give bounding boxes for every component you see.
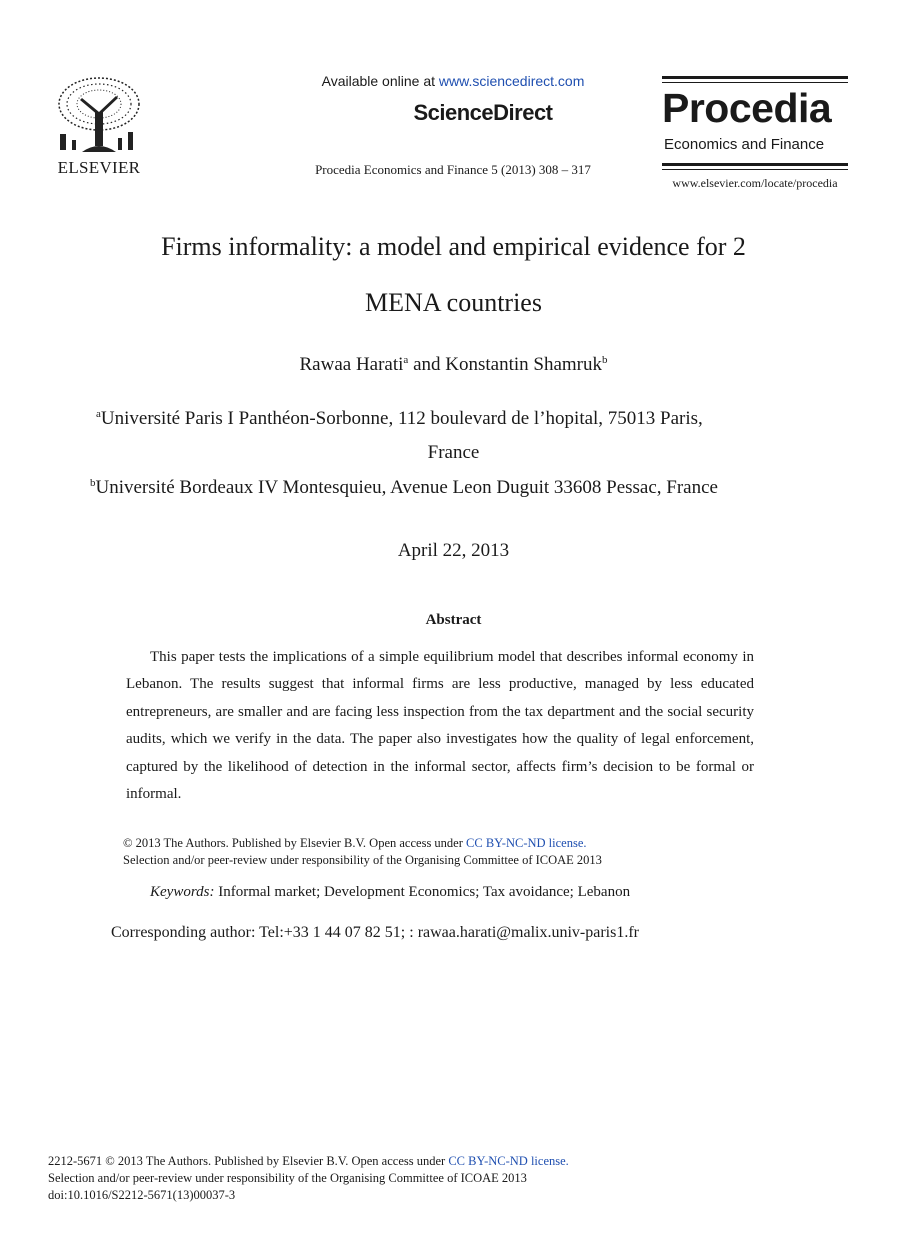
abstract-heading: Abstract: [425, 612, 482, 628]
available-online-line: [180, 73, 726, 89]
peer-review-line: Selection and/or peer-review under responsibility of the Organising Committee of ICOAE 2013: [123, 853, 602, 867]
footer-doi[interactable]: doi:10.1016/S2212-5671(13)00037-3: [48, 1188, 236, 1202]
affiliation-a: [96, 408, 703, 430]
procedia-bottom-rule: [662, 163, 848, 166]
authors-line: [0, 354, 907, 376]
copyright-line: [123, 836, 587, 851]
copyright-text: © 2013 The Authors. Published by Elsevier B.V. Open access under: [123, 836, 467, 850]
license-link[interactable]: CC BY-NC-ND license.: [466, 836, 587, 850]
author-1: Rawaa Harati: [299, 354, 404, 375]
author-2: Konstantin Shamruk: [445, 354, 602, 375]
available-prefix: Available online at: [321, 73, 439, 89]
footer-copyright: [48, 1154, 569, 1169]
abstract-body: This paper tests the implications of a simple equilibrium model that describes informal economy in Lebanon. The results suggest that informal firms are less productive, managed by less educated entrepreneurs, are smaller and are facing less inspection from the tax department and the social security audits, which we verify in the data. The paper also investigates how the quality of legal enforcement, captured by the likelihood of detection in the informal sector, affects firm’s decision to be formal or informal.: [126, 649, 754, 803]
procedia-subtitle: Economics and Finance: [664, 136, 825, 153]
affiliation-a-mark: a: [96, 408, 101, 420]
affiliation-a-continued: France: [427, 442, 480, 463]
procedia-top-rule: [662, 76, 848, 79]
keywords-line: [150, 884, 630, 901]
procedia-bottom-rule-thin: [662, 169, 848, 170]
affiliation-b: [90, 477, 718, 499]
author-joiner: and: [408, 354, 446, 375]
procedia-title: Procedia: [662, 85, 832, 131]
footer-peer-review: Selection and/or peer-review under responsibility of the Organising Committee of ICOAE 2013: [48, 1171, 527, 1185]
footer-license-link[interactable]: CC BY-NC-ND license.: [448, 1154, 569, 1168]
sciencedirect-brand: ScienceDirect: [413, 100, 553, 125]
paper-date: April 22, 2013: [397, 540, 510, 561]
elsevier-wordmark: ELSEVIER: [57, 158, 141, 177]
procedia-url[interactable]: www.elsevier.com/locate/procedia: [672, 176, 838, 190]
sciencedirect-link[interactable]: www.sciencedirect.com: [438, 73, 585, 89]
procedia-top-rule-thin: [662, 82, 848, 83]
journal-reference: Procedia Economics and Finance 5 (2013) 308 – 317: [315, 162, 591, 177]
paper-title-line-2: MENA countries: [365, 288, 542, 317]
footer-copyright-text: 2212-5671 © 2013 The Authors. Published by Elsevier B.V. Open access under: [48, 1154, 449, 1168]
keywords-list: Informal market; Development Economics; Tax avoidance; Lebanon: [214, 884, 631, 900]
affiliation-b-mark: b: [90, 477, 96, 489]
affiliation-a-text: Université Paris I Panthéon-Sorbonne, 112 boulevard de l’hopital, 75013 Paris,: [100, 408, 703, 429]
keywords-label: Keywords:: [150, 884, 215, 900]
author-1-affiliation-mark: a: [403, 354, 409, 366]
paper-title-line-1: Firms informality: a model and empirical evidence for 2: [161, 232, 746, 261]
corresponding-author: Corresponding author: Tel:+33 1 44 07 82 51; : rawaa.harati@malix.univ-paris1.fr: [111, 924, 640, 941]
author-2-affiliation-mark: b: [602, 354, 608, 366]
affiliation-b-text: Université Bordeaux IV Montesquieu, Avenue Leon Duguit 33608 Pessac, France: [95, 477, 718, 498]
